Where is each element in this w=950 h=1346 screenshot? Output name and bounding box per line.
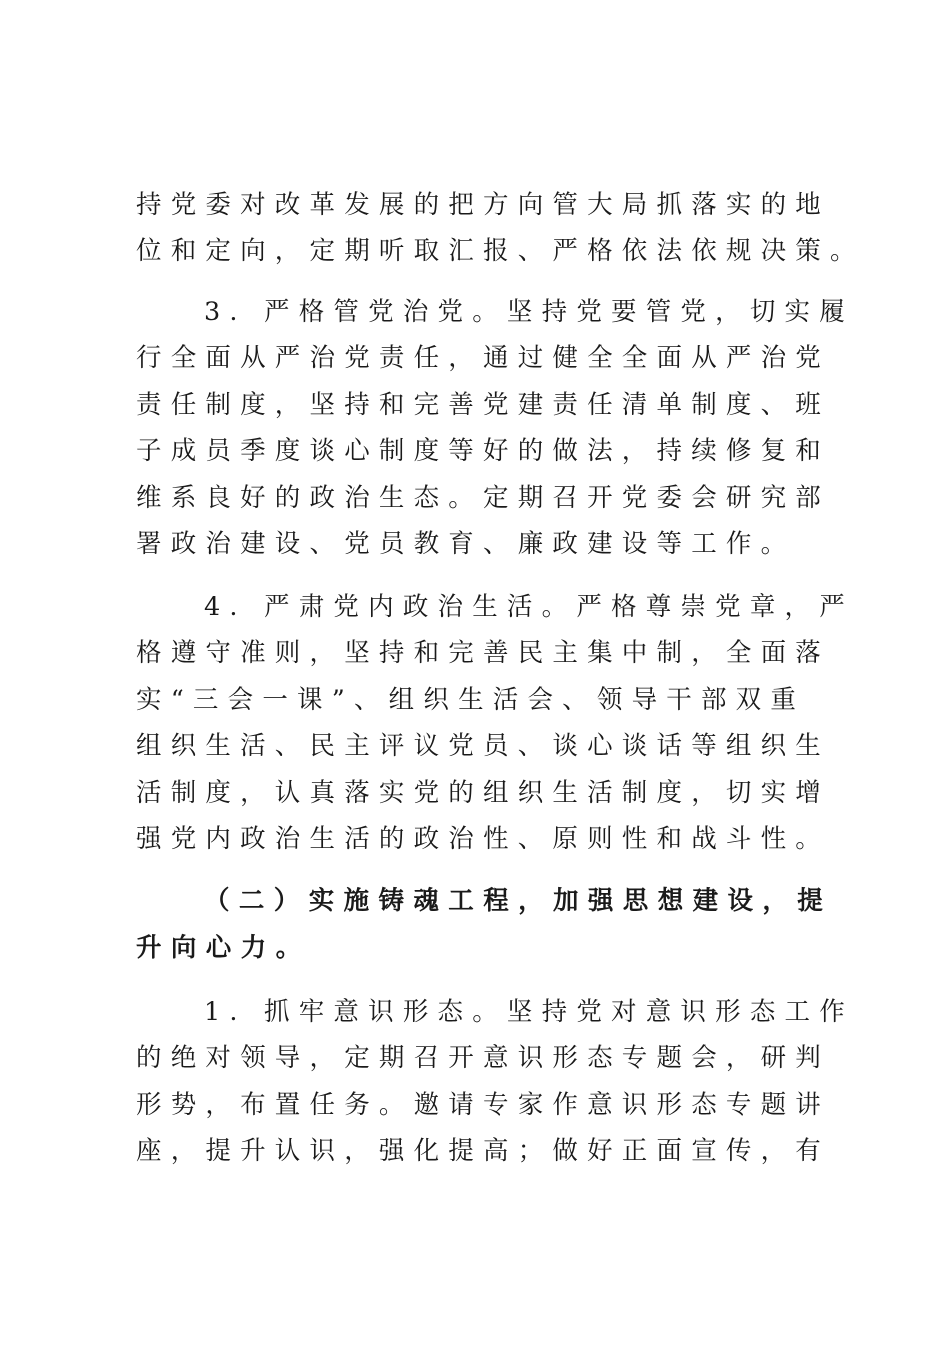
paragraph-item-1 <box>136 989 854 1175</box>
text-line: 实“三会一课”、组织生活会、领导干部双重 <box>136 684 806 715</box>
text-line: 署政治建设、党员教育、廉政建设等工作。 <box>136 528 796 559</box>
text-line: 行全面从严治党责任，通过健全全面从严治党 <box>136 343 831 374</box>
heading-line: （二）实施铸魂工程，加强思想建设，提 <box>204 886 833 916</box>
text-line: 强党内政治生活的政治性、原则性和战斗性。 <box>136 823 831 854</box>
text-line: 3. 严格管党治党。坚持党要管党，切实履 <box>204 297 854 327</box>
text-line: 座，提升认识，强化提高；做好正面宣传，有 <box>136 1136 831 1167</box>
paragraph-item-3 <box>136 289 854 567</box>
text-line: 格遵守准则，坚持和完善民主集中制，全面落 <box>136 638 831 669</box>
section-heading <box>136 878 833 972</box>
text-line: 4. 严肃党内政治生活。严格尊崇党章，严 <box>204 592 854 622</box>
text-line: 责任制度，坚持和完善党建责任清单制度、班 <box>136 389 831 420</box>
paragraph-item-4 <box>136 584 854 862</box>
text-line: 组织生活、民主评议党员、谈心谈话等组织生 <box>136 731 831 762</box>
text-line: 形势，布置任务。邀请专家作意识形态专题讲 <box>136 1089 831 1120</box>
text-line: 1. 抓牢意识形态。坚持党对意识形态工作 <box>204 997 854 1027</box>
text-line: 子成员季度谈心制度等好的做法，持续修复和 <box>136 436 831 467</box>
heading-line: 升向心力。 <box>136 933 311 963</box>
text-line: 位和定向，定期听取汇报、严格依法依规决策。 <box>136 236 865 267</box>
paragraph-continuation <box>136 182 865 275</box>
text-line: 持党委对改革发展的把方向管大局抓落实的地 <box>136 190 831 220</box>
text-line: 活制度，认真落实党的组织生活制度，切实增 <box>136 777 831 808</box>
text-line: 维系良好的政治生态。定期召开党委会研究部 <box>136 482 831 513</box>
text-line: 的绝对领导，定期召开意识形态专题会，研判 <box>136 1043 831 1074</box>
